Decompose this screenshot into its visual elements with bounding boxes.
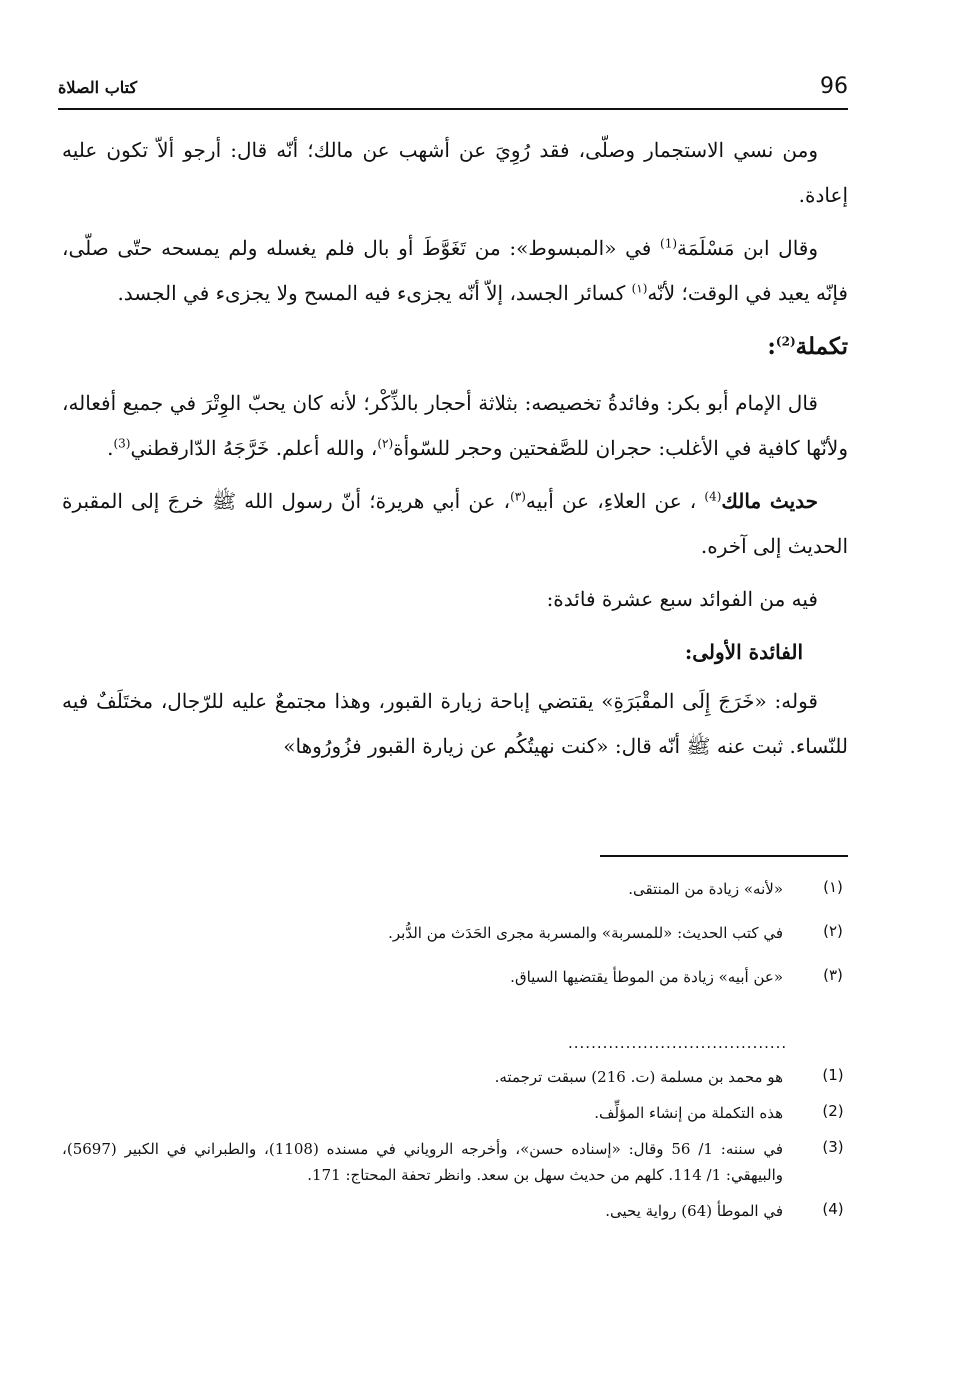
paragraph-5: فيه من الفوائد سبع عشرة فائدة: (546, 587, 818, 611)
footnote-text: هذه التكملة من إنشاء المؤلِّف. (594, 1104, 783, 1122)
footnote-item (62, 1100, 848, 1126)
footnote-number: (3) (822, 1138, 844, 1156)
footnote-text: «عن أبيه» زيادة من الموطأ يقتضيها السياق. (510, 968, 783, 986)
main-text (62, 128, 848, 777)
footnotes-investigator (62, 1064, 848, 1234)
subsection-heading: الفائدة الأولى: (684, 640, 803, 664)
footnote-ref: (٢) (377, 436, 394, 451)
footnote-number: (٣) (823, 966, 843, 984)
footnote-item (62, 1198, 848, 1224)
footnote-ref: (1) (660, 236, 678, 251)
footnote-item (62, 1136, 848, 1188)
footnote-item (62, 914, 848, 958)
footnote-number: (٢) (823, 922, 843, 940)
dotted-separator: ...................................... (568, 1034, 788, 1052)
paragraph-4-text-b: ، عن أبي هريرة؛ أنّ رسول الله ﷺ خرجَ إلى المقبرة الحديث إلى آخره. (62, 489, 848, 558)
section-heading (62, 324, 848, 369)
footnote-rule (600, 855, 848, 857)
paragraph-4-text-a: ، عن العلاءِ، عن أبيه (525, 489, 705, 513)
paragraph-4 (62, 479, 848, 569)
footnote-text: هو محمد بن مسلمة (ت. 216) سبقت ترجمته. (494, 1068, 783, 1086)
paragraph-3-text-a: قال الإمام أبو بكر: وفائدةُ تخصيصه: بثلاثة أحجار بالذِّكْر؛ لأنه كان يحبّ الوِتْرَ في جميع أفعاله، ولأنّها كافية في الأغلب: حجران للصَّفحتين وحجر للسّوأة (62, 391, 848, 460)
paragraph-1: ومن نسي الاستجمار وصلّى، فقد رُوِيَ عن أشهب عن مالك؛ أنّه قال: أرجو ألاّ تكون عليه إعادة. (62, 138, 848, 207)
paragraph-2-text-a: وقال ابن مَسْلَمَة (677, 236, 819, 260)
hadith-title: حديث مالك (721, 489, 818, 513)
heading-colon: : (767, 333, 776, 360)
footnote-number: (1) (822, 1066, 844, 1084)
footnote-ref: (3) (113, 436, 131, 451)
footnotes-editor (62, 870, 848, 1002)
running-title: كتاب الصلاة (58, 78, 138, 97)
footnote-ref: (٣) (510, 489, 526, 504)
paragraph-2 (62, 226, 848, 316)
paragraph-2-text-b: في «المبسوط»: من تَغَوَّطَ أو بال فلم يغسله ولم يمسحه حتّى صلّى، فإنّه يعيد في الوقت؛ لأنّه (62, 236, 848, 305)
footnote-item (62, 870, 848, 914)
heading-text: تكملة (795, 333, 848, 360)
paragraph-3-text-b: ، والله أعلم. خَرَّجَهُ الدّارقطني (130, 436, 378, 460)
paragraph-3 (62, 381, 848, 471)
footnote-item (62, 1064, 848, 1090)
footnote-ref: (4) (704, 489, 722, 504)
footnote-text: «لأنه» زيادة من المنتقى. (628, 880, 783, 898)
footnote-text: في سننه: 1/ 56 وقال: «إسناده حسن»، وأخرجه الروياني في مسنده (1108)، والطبراني في الكبير (5697)، والبيهقي: 1/ 114. كلهم من حديث سهل بن سعد. وانظر تحفة المحتاج: 171. (62, 1140, 784, 1184)
paragraph-3-text-c: . (107, 436, 114, 460)
footnote-item (62, 958, 848, 1002)
footnote-number: (١) (823, 878, 843, 896)
footnote-number: (2) (822, 1102, 844, 1120)
footnote-ref: (١) (631, 281, 648, 296)
paragraph-6: قوله: «خَرَجَ إِلَى المقْبَرَةِ» يقتضي إباحة زيارة القبور، وهذا مجتمعٌ عليه للرّجال، مختَلَفٌ فيه للنّساء. ثبت عنه ﷺ أنّه قال: «كنت نهيتُكُم عن زيارة القبور فزُورُوها» (62, 689, 848, 758)
footnote-text: في الموطأ (64) رواية يحيى. (605, 1202, 783, 1220)
page-header (58, 72, 848, 106)
footnote-text: في كتب الحديث: «للمسربة» والمسربة مجرى الحَدَث من الدُّبر. (388, 924, 783, 942)
footnote-ref: (2) (775, 334, 796, 349)
header-rule (58, 108, 848, 110)
paragraph-2-text-c: كسائر الجسد، إلاّ أنّه يجزىء فيه المسح ولا يجزىء في الجسد. (117, 281, 632, 305)
footnote-number: (4) (822, 1200, 844, 1218)
page-number: 96 (820, 74, 848, 99)
